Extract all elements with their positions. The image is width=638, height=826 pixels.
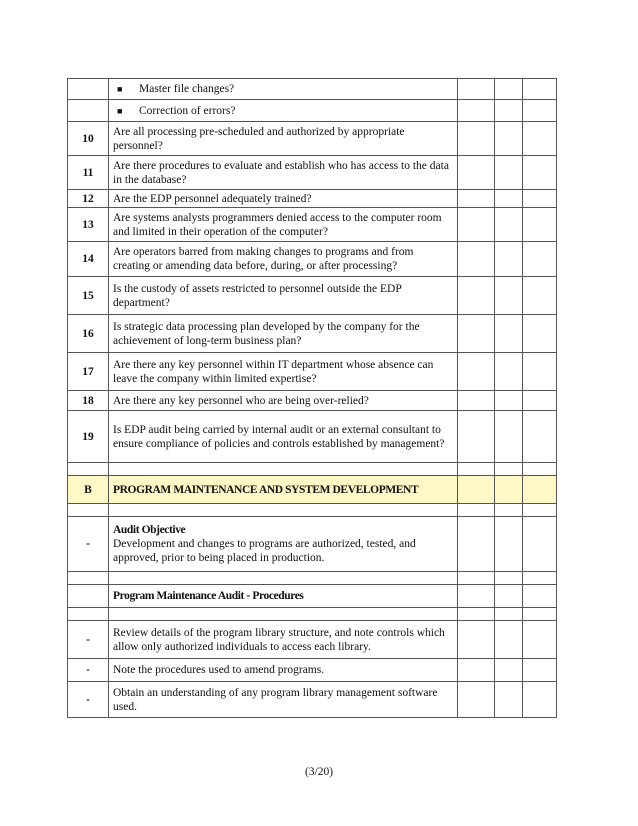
answer-cell-c	[523, 242, 557, 277]
square-bullet-icon: ■	[117, 84, 123, 94]
answer-cell-c	[523, 315, 557, 353]
question-text: Is the custody of assets restricted to personnel outside the EDP department?	[109, 277, 458, 315]
square-bullet-icon: ■	[117, 105, 123, 116]
answer-cell-b	[495, 79, 523, 100]
answer-cell-a	[458, 190, 495, 208]
answer-cell-c	[523, 156, 557, 190]
answer-cell-c	[523, 190, 557, 208]
answer-cell-c	[523, 122, 557, 156]
question-text: Are the EDP personnel adequately trained?	[109, 190, 458, 208]
row-number: 12	[68, 190, 109, 208]
row-number: 17	[68, 353, 109, 391]
table-row	[68, 315, 557, 353]
answer-cell-c	[523, 79, 557, 100]
question-text: Is strategic data processing plan developed by the company for the achievement of long-term business plan?	[109, 315, 458, 353]
answer-cell-c	[523, 208, 557, 242]
answer-cell-b	[495, 190, 523, 208]
answer-cell-b	[495, 411, 523, 463]
table-row	[68, 122, 557, 156]
table-row	[68, 353, 557, 391]
answer-cell-a	[458, 242, 495, 277]
answer-cell-a	[458, 122, 495, 156]
answer-cell-c	[523, 391, 557, 411]
answer-cell-c	[523, 277, 557, 315]
answer-cell-a	[458, 208, 495, 242]
row-number: 10	[68, 122, 109, 156]
question-text: Are there any key personnel who are being over-relied?	[109, 391, 458, 411]
table-row	[68, 391, 557, 411]
spacer-row	[68, 504, 557, 517]
procedures-heading-row	[68, 585, 557, 608]
table-row	[68, 156, 557, 190]
row-number: 18	[68, 391, 109, 411]
answer-cell-b	[495, 122, 523, 156]
answer-cell-b	[495, 315, 523, 353]
table-row	[68, 79, 557, 100]
row-number: 19	[68, 411, 109, 463]
answer-cell-a	[458, 79, 495, 100]
row-dash: -	[68, 517, 109, 572]
table-row	[68, 411, 557, 463]
spacer-row	[68, 572, 557, 585]
table-row	[68, 208, 557, 242]
question-text: Are operators barred from making changes to programs and from creating or amending data before, during, or after processing?	[109, 242, 458, 277]
row-number: 11	[68, 156, 109, 190]
procedures-heading: Program Maintenance Audit - Procedures	[109, 585, 458, 608]
row-number	[68, 79, 109, 100]
procedure-text: Note the procedures used to amend programs.	[109, 659, 458, 682]
page-number: (3/20)	[304, 766, 334, 778]
answer-cell-b	[495, 208, 523, 242]
question-text: Are there procedures to evaluate and establish who has access to the data in the database?	[109, 156, 458, 190]
row-dash: -	[68, 659, 109, 682]
answer-cell-c	[523, 411, 557, 463]
answer-cell-a	[458, 100, 495, 122]
row-number: 14	[68, 242, 109, 277]
answer-cell-a	[458, 411, 495, 463]
procedure-row	[68, 682, 557, 718]
answer-cell-b	[495, 100, 523, 122]
answer-cell-a	[458, 277, 495, 315]
row-number	[68, 100, 109, 122]
answer-cell-b	[495, 277, 523, 315]
answer-cell-b	[495, 353, 523, 391]
spacer-row	[68, 463, 557, 476]
row-dash: -	[68, 682, 109, 718]
audit-checklist-table	[67, 78, 557, 718]
bullet-item: ■ Master file changes?	[109, 79, 458, 100]
answer-cell-b	[495, 391, 523, 411]
audit-objective-heading: Audit Objective	[113, 524, 186, 536]
answer-cell-b	[495, 156, 523, 190]
answer-cell-a	[458, 391, 495, 411]
row-dash: -	[68, 621, 109, 659]
section-label: B	[68, 476, 109, 504]
audit-objective-row	[68, 517, 557, 572]
answer-cell-a	[458, 315, 495, 353]
answer-cell-c	[523, 353, 557, 391]
procedure-row	[68, 659, 557, 682]
answer-cell-b	[495, 242, 523, 277]
answer-cell-c	[523, 100, 557, 122]
procedure-text: Review details of the program library structure, and note controls which allow only authorized individuals to access each library.	[109, 621, 458, 659]
procedure-text: Obtain an understanding of any program library management software used.	[109, 682, 458, 718]
question-text: Are systems analysts programmers denied access to the computer room and limited in their operation of the computer?	[109, 208, 458, 242]
table-row	[68, 242, 557, 277]
answer-cell-a	[458, 353, 495, 391]
section-header-row	[68, 476, 557, 504]
bullet-item: ■ Correction of errors?	[109, 100, 458, 122]
question-text: Are all processing pre-scheduled and authorized by appropriate personnel?	[109, 122, 458, 156]
spacer-row	[68, 608, 557, 621]
section-title: PROGRAM MAINTENANCE AND SYSTEM DEVELOPMENT	[109, 476, 458, 504]
question-text: Is EDP audit being carried by internal audit or an external consultant to ensure compliance of policies and controls established by management?	[109, 411, 458, 463]
row-number: 13	[68, 208, 109, 242]
table-row	[68, 277, 557, 315]
question-text: Are there any key personnel within IT department whose absence can leave the company within limited expertise?	[109, 353, 458, 391]
row-number: 16	[68, 315, 109, 353]
table-row	[68, 190, 557, 208]
row-number: 15	[68, 277, 109, 315]
audit-objective-text: Development and changes to programs are authorized, tested, and approved, prior to being placed in production.	[113, 538, 416, 564]
answer-cell-a	[458, 156, 495, 190]
table-row	[68, 100, 557, 122]
procedure-row	[68, 621, 557, 659]
